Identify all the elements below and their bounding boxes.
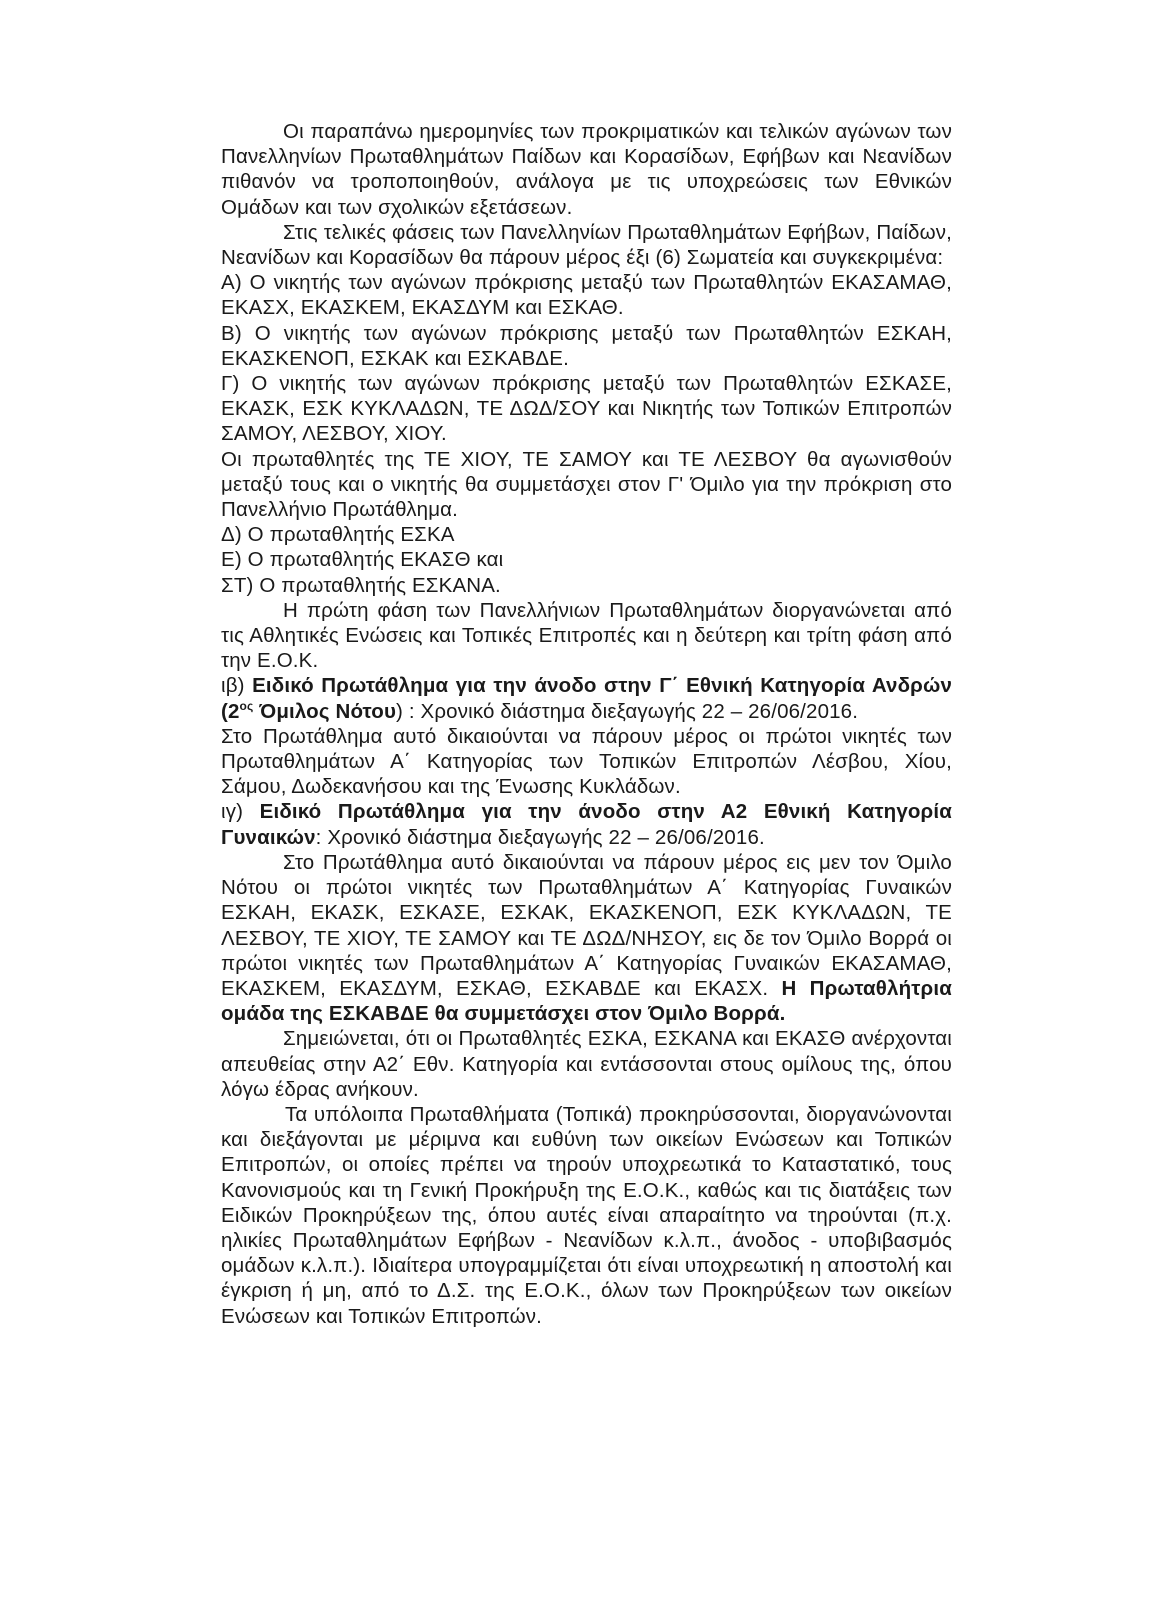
section-ig-prefix: ιγ) bbox=[221, 800, 260, 824]
section-ib-heading bbox=[221, 673, 952, 723]
section-ib-prefix: ιβ) bbox=[221, 674, 253, 698]
paragraph-direct-promotion: Σημειώνεται, ότι οι Πρωταθλητές ΕΣΚΑ, ΕΣΚΑΝΑ και ΕΚΑΣΘ ανέρχονται απευθείας στην Α2΄ Εθν. Κατηγορία και εντάσσονται στους ομίλους της, όπου λόγω έδρας ανήκουν. bbox=[221, 1027, 952, 1101]
paragraph-islands-note: Οι πρωταθλητές της ΤΕ ΧΙΟΥ, ΤΕ ΣΑΜΟΥ και ΤΕ ΛΕΣΒΟΥ θα αγωνισθούν μεταξύ τους και ο νικητής θα συμμετάσχει στον Γ' Όμιλο για την πρόκριση στο Πανελλήνιο Πρωτάθλημα. bbox=[221, 447, 952, 522]
section-ib-title-end: Όμιλος Νότου bbox=[259, 699, 397, 723]
list-item-a: Α) Ο νικητής των αγώνων πρόκρισης μεταξύ των Πρωταθλητών ΕΚΑΣΑΜΑΘ, ΕΚΑΣΧ, ΕΚΑΣΚΕΜ, ΕΚΑΣΔΥΜ και ΕΣΚΑΘ. bbox=[221, 271, 952, 320]
section-ig-dates: : Χρονικό διάστημα διεξαγωγής 22 – 26/06/2016. bbox=[315, 825, 765, 849]
section-ig-heading bbox=[221, 799, 952, 849]
list-item-c: Γ) Ο νικητής των αγώνων πρόκρισης μεταξύ των Πρωταθλητών ΕΣΚΑΣΕ, ΕΚΑΣΚ, ΕΣΚ ΚΥΚΛΑΔΩΝ, ΤΕ ΔΩΔ/ΣΟΥ και Νικητής των Τοπικών Επιτροπών ΣΑΜΟΥ, ΛΕΣΒΟΥ, ΧΙΟΥ. bbox=[221, 372, 952, 446]
paragraph-first-phase: Η πρώτη φάση των Πανελλήνιων Πρωταθλημάτων διοργανώνεται από τις Αθλητικές Ενώσεις και Τοπικές Επιτροπές και η δεύτερη και τρίτη φάση από την Ε.Ο.Κ. bbox=[221, 598, 952, 673]
section-ib-superscript: ος bbox=[239, 698, 254, 713]
paragraph-local-championships: Τα υπόλοιπα Πρωταθλήματα (Τοπικά) προκηρύσσονται, διοργανώνονται και διεξάγονται με μέριμνα και ευθύνη των οικείων Ενώσεων και Τοπικών Επιτροπών, οι οποίες πρέπει να τηρούν υποχρεωτικά το Καταστατικό, τους Κανονισμούς και τη Γενική Προκήρυξη της Ε.Ο.Κ., καθώς και τις διατάξεις των Ειδικών Προκηρύξεων της, όπου αυτές είναι απαραίτητο να τηρούνται (π.χ. ηλικίες Πρωταθλημάτων Εφήβων - Νεανίδων κ.λ.π., άνοδος - υποβιβασμός ομάδων κ.λ.π.). Ιδιαίτερα υπογραμμίζεται ότι είναι υποχρεωτική η αποστολή και έγκριση ή μη, από το Δ.Σ. της Ε.Ο.Κ., όλων των Προκηρύξεων των οικείων Ενώσεων και Τοπικών Επιτροπών. bbox=[221, 1102, 952, 1328]
section-ig-title: Ειδικό Πρωτάθλημα για την άνοδο στην Α2 Εθνική Κατηγορία Γυναικών bbox=[221, 800, 952, 849]
section-ib-dates: ) : Χρονικό διάστημα διεξαγωγής 22 – 26/06/2016. bbox=[396, 699, 859, 723]
list-item-e: Ε) Ο πρωταθλητής ΕΚΑΣΘ και bbox=[221, 548, 504, 572]
section-ig-body-text: Στο Πρωτάθλημα αυτό δικαιούνται να πάρουν μέρος εις μεν τον Όμιλο Νότου οι πρώτοι νικητές των Πρωταθλημάτων Α΄ Κατηγορίας Γυναικών ΕΣΚΑΗ, ΕΚΑΣΚ, ΕΣΚΑΣΕ, ΕΣΚΑΚ, ΕΚΑΣΚΕΝΟΠ, ΕΣΚ ΚΥΚΛΑΔΩΝ, ΤΕ ΛΕΣΒΟΥ, ΤΕ ΧΙΟΥ, ΤΕ ΣΑΜΟΥ και ΤΕ ΔΩΔ/ΝΗΣΟΥ, εις δε τον Όμιλο Βορρά οι πρώτοι νικητές των Πρωταθλημάτων Α΄ Κατηγορίας Γυναικών ΕΚΑΣΑΜΑΘ, ΕΚΑΣΚΕΜ, ΕΚΑΣΔΥΜ, ΕΣΚΑΘ, ΕΣΚΑΒΔΕ και ΕΚΑΣΧ. bbox=[221, 850, 952, 1000]
list-item-b: Β) Ο νικητής των αγώνων πρόκρισης μεταξύ των Πρωταθλητών ΕΣΚΑΗ, ΕΚΑΣΚΕΝΟΠ, ΕΣΚΑΚ και ΕΣΚΑΒΔΕ. bbox=[221, 321, 952, 370]
list-item-st: ΣΤ) Ο πρωταθλητής ΕΣΚΑΝΑ. bbox=[221, 573, 501, 597]
paragraph-dates-note: Οι παραπάνω ημερομηνίες των προκριματικών και τελικών αγώνων των Πανελληνίων Πρωταθλημάτων Παίδων και Κορασίδων, Εφήβων και Νεανίδων πιθανόν να τροποποιηθούν, ανάλογα με τις υποχρεώσεις των Εθνικών Ομάδων και των σχολικών εξετάσεων. bbox=[221, 120, 952, 219]
section-ig-body-bold: Η Πρωταθλήτρια ομάδα της ΕΣΚΑΒΔΕ θα συμμετάσχει στον Όμιλο Βορρά. bbox=[221, 976, 952, 1026]
section-ib-body: Στο Πρωτάθλημα αυτό δικαιούνται να πάρουν μέρος οι πρώτοι νικητές των Πρωταθλημάτων Α΄ Κατηγορίας των Τοπικών Επιτροπών Λέσβου, Χίου, Σάμου, Δωδεκανήσου και της Ένωσης Κυκλάδων. bbox=[221, 724, 952, 799]
section-ib-title: Ειδικό Πρωτάθλημα για την άνοδο στην Γ΄ Εθνική Κατηγορία Ανδρών (2 bbox=[221, 674, 953, 723]
document-body bbox=[221, 119, 952, 1329]
section-ig-body bbox=[221, 850, 952, 1026]
list-item-d: Δ) Ο πρωταθλητής ΕΣΚΑ bbox=[221, 523, 455, 547]
paragraph-final-phases: Στις τελικές φάσεις των Πανελληνίων Πρωταθλημάτων Εφήβων, Παίδων, Νεανίδων και Κορασίδων θα πάρουν μέρος έξι (6) Σωματεία και συγκεκριμένα: bbox=[221, 220, 952, 270]
